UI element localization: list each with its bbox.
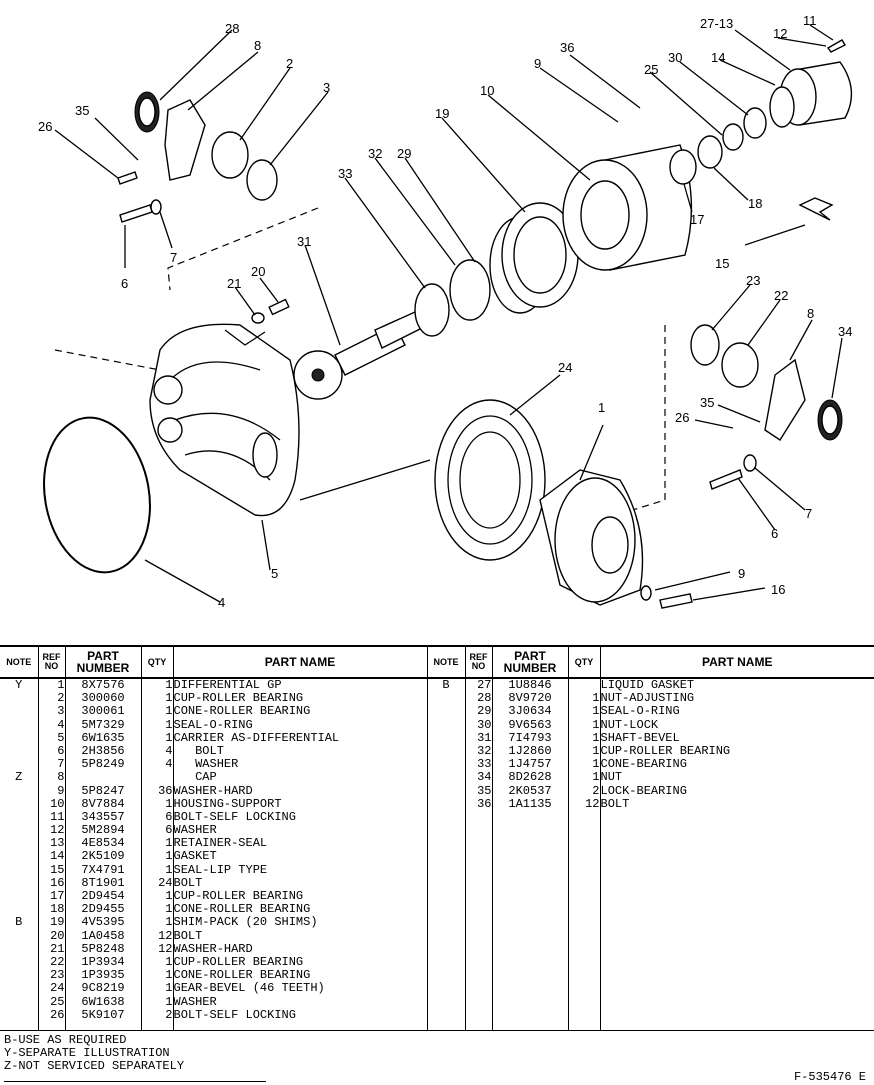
table-cell-part: 5K9107: [81, 1007, 125, 1022]
carrier-5: [150, 324, 299, 515]
figure-reference: F-535476 E: [793, 1070, 866, 1084]
table-cell-part: 2H3856: [81, 743, 125, 758]
table-cell-ref: 30: [477, 717, 492, 732]
callout-2: 2: [286, 56, 294, 71]
table-cell-name: CUP-ROLLER BEARING: [600, 743, 731, 758]
callout-7-right: 7: [805, 506, 813, 521]
table-cell-name: BOLT: [173, 875, 203, 890]
table-cell-name: CUP-ROLLER BEARING: [173, 954, 304, 969]
table-cell-note: Y: [15, 678, 23, 692]
table-cell-name: GASKET: [173, 849, 217, 864]
table-cell-ref: 27: [477, 678, 492, 692]
table-cell-qty: 1: [165, 796, 173, 811]
table-cell-ref: 7: [57, 757, 65, 772]
table-cell-part: 343557: [81, 809, 125, 824]
notes-legend: [4, 1034, 304, 1073]
table-cell-part: 3J0634: [508, 704, 552, 719]
table-cell-part: 5M2894: [81, 823, 125, 838]
table-cell-name: SHIM-PACK (20 SHIMS): [173, 915, 318, 930]
washer-7-right: [744, 455, 756, 471]
callout-19: 19: [435, 106, 450, 121]
table-cell-ref: 29: [477, 704, 492, 719]
table-cell-part: 7X4791: [81, 862, 125, 877]
table-cell-part: 1J2860: [508, 743, 552, 758]
legend-y: Y-SEPARATE ILLUSTRATION: [4, 1046, 170, 1060]
table-cell-name: CAP: [173, 770, 217, 785]
table-cell-name: CUP-ROLLER BEARING: [173, 889, 304, 903]
table-cell-name: LOCK-BEARING: [600, 783, 687, 798]
table-cell-note: [0, 996, 38, 1009]
table-cell-qty: 1: [592, 743, 600, 758]
table-cell-ref: 32: [477, 743, 492, 758]
table-cell-name: GEAR-BEVEL (46 TEETH): [173, 981, 325, 996]
header-part-name: PART NAME: [173, 646, 427, 678]
table-cell-name: WASHER: [173, 994, 217, 1009]
legend-z: Z-NOT SERVICED SEPARATELY: [4, 1059, 185, 1073]
table-cell-part: 300061: [81, 704, 125, 719]
table-cell-part: 1J4757: [508, 757, 552, 772]
header-part-number-right: PART NUMBER: [492, 646, 568, 678]
table-cell-name: BOLT: [173, 928, 203, 943]
left-part-number-column: [65, 678, 141, 1031]
table-cell-name: CUP-ROLLER BEARING: [173, 691, 304, 706]
table-cell-ref: 5: [57, 730, 65, 745]
cup-roller-bearing-32: [450, 260, 490, 320]
cone-roller-bearing-23: [691, 325, 719, 365]
table-cell-part: 5P8249: [81, 757, 125, 772]
bevel-gear-24: [435, 400, 545, 560]
table-cell-ref: 16: [50, 875, 65, 890]
table-cell-part: 1U8846: [508, 678, 552, 692]
cup-roller-bearing-22: [722, 343, 758, 387]
table-cell-note: [0, 864, 38, 877]
table-cell-part: 9C8219: [81, 981, 125, 996]
table-cell-part: 2D9455: [81, 902, 125, 917]
callout-30: 30: [668, 50, 683, 65]
table-cell-name: HOUSING-SUPPORT: [173, 796, 282, 811]
bolt-26: [118, 172, 137, 184]
table-cell-part: 8V7884: [81, 796, 125, 811]
callout-26-right: 26: [675, 410, 690, 425]
table-cell-part: 1A1135: [508, 796, 552, 811]
table-cell-name: SHAFT-BEVEL: [600, 730, 680, 745]
table-cell-ref: 2: [57, 691, 65, 706]
cup-roller-bearing-2: [212, 132, 248, 178]
table-cell-name: BOLT: [600, 796, 630, 811]
table-cell-ref: 18: [50, 902, 65, 917]
table-cell-ref: 33: [477, 757, 492, 772]
table-cell-ref: 35: [477, 783, 492, 798]
table-cell-part: 8D2628: [508, 770, 552, 785]
callout-5: 5: [271, 566, 279, 581]
callout-32: 32: [368, 146, 383, 161]
table-cell-part: 1A0458: [81, 928, 125, 943]
table-cell-qty: 1: [165, 678, 173, 692]
table-cell-qty: [142, 771, 173, 784]
table-cell-qty: 1: [165, 915, 173, 930]
table-cell-note: [428, 798, 465, 811]
table-cell-note: [0, 982, 38, 995]
table-cell-qty: 2: [592, 783, 600, 798]
table-cell-part: 6W1638: [81, 994, 125, 1009]
table-cell-part: 8V9720: [508, 691, 552, 706]
table-cell-qty: 4: [165, 743, 173, 758]
callout-7: 7: [170, 250, 178, 265]
callout-11: 11: [803, 13, 817, 28]
table-cell-name: SEAL-O-RING: [600, 704, 680, 719]
header-note: NOTE: [0, 646, 38, 678]
table-cell-ref: 25: [50, 994, 65, 1009]
table-cell-part: 7I4793: [508, 730, 552, 745]
table-cell-part: 9V6563: [508, 717, 552, 732]
legend-b: B-USE AS REQUIRED: [4, 1033, 127, 1047]
table-cell-note: [0, 732, 38, 745]
left-qty-column: [141, 678, 173, 1031]
table-cell-note: [0, 850, 38, 863]
callout-4: 4: [218, 595, 226, 610]
table-cell-qty: 1: [165, 889, 173, 903]
bolt-16: [660, 594, 692, 608]
washer-7: [151, 200, 161, 214]
callout-17: 17: [690, 212, 705, 227]
table-cell-note: B: [442, 678, 450, 692]
table-cell-name: BOLT-SELF LOCKING: [173, 1007, 296, 1022]
table-cell-qty: 1: [165, 730, 173, 745]
table-cell-qty: 12: [158, 941, 173, 956]
table-cell-qty: 1: [165, 968, 173, 983]
table-cell-qty: 1: [165, 849, 173, 864]
table-cell-ref: 15: [50, 862, 65, 877]
o-ring-seal-4: [32, 409, 162, 581]
bolt-11: [828, 40, 845, 52]
table-cell-part: 6W1635: [81, 730, 125, 745]
cap-8: [165, 100, 205, 180]
callout-23: 23: [746, 273, 761, 288]
table-cell-name: NUT-ADJUSTING: [600, 691, 695, 706]
table-cell-note: [0, 785, 38, 798]
callout-6-right: 6: [771, 526, 779, 541]
callout-27-13: 27-13: [700, 16, 734, 31]
callout-14: 14: [711, 50, 726, 65]
callout-18: 18: [748, 196, 763, 211]
callout-34: 34: [838, 324, 853, 339]
table-cell-ref: 36: [477, 796, 492, 811]
cap-8-right: [765, 360, 805, 440]
table-cell-qty: 24: [158, 875, 173, 890]
table-cell-part: 5P8247: [81, 783, 125, 798]
table-cell-note: Z: [15, 770, 23, 785]
table-cell-note: [0, 719, 38, 732]
callout-20: 20: [251, 264, 266, 279]
table-cell-name: CARRIER AS-DIFFERENTIAL: [173, 730, 340, 745]
header-ref-no-right: REF NO: [465, 646, 492, 678]
callout-10: 10: [480, 83, 495, 98]
table-cell-ref: 14: [50, 849, 65, 864]
table-cell-qty: 1: [165, 994, 173, 1009]
table-cell-ref: 17: [50, 889, 65, 903]
callout-26: 26: [38, 119, 53, 134]
bolt-20: [269, 300, 289, 315]
bolt-6: [120, 205, 152, 222]
right-part-name-column: [600, 678, 874, 1031]
header-part-name-right: PART NAME: [600, 646, 874, 678]
table-cell-name: CONE-BEARING: [600, 757, 687, 772]
header-qty: QTY: [141, 646, 173, 678]
table-cell-note: [0, 798, 38, 811]
callout-15: 15: [715, 256, 730, 271]
left-ref-column: [38, 678, 65, 1031]
table-cell-ref: 19: [50, 915, 65, 930]
table-cell-part: 5M7329: [81, 717, 125, 732]
header-part-number: PART NUMBER: [65, 646, 141, 678]
left-part-name-column: [173, 678, 427, 1031]
table-cell-ref: 1: [57, 678, 65, 692]
table-cell-ref: 24: [50, 981, 65, 996]
table-cell-part: 1P3934: [81, 954, 125, 969]
table-cell-qty: 1: [165, 981, 173, 996]
callout-25: 25: [644, 62, 659, 77]
table-cell-note: [0, 705, 38, 718]
table-cell-part: 4E8534: [81, 836, 125, 851]
table-cell-part: [66, 771, 141, 784]
right-part-number-column: [492, 678, 568, 1031]
assembly-guide-line: [55, 350, 160, 370]
table-cell-qty: 6: [165, 809, 173, 824]
table-cell-note: [428, 705, 465, 718]
table-cell-note: [428, 732, 465, 745]
callout-3: 3: [323, 80, 331, 95]
table-cell-part: 5P8248: [81, 941, 125, 956]
right-qty-column: [568, 678, 600, 1031]
table-cell-ref: 28: [477, 691, 492, 706]
table-cell-name: CONE-ROLLER BEARING: [173, 902, 311, 917]
cup-roller-bearing-17: [670, 150, 696, 184]
table-cell-qty: 2: [165, 1007, 173, 1022]
table-cell-note: [428, 771, 465, 784]
table-cell-note: B: [15, 915, 23, 930]
callout-29: 29: [397, 146, 412, 161]
table-cell-qty: 1: [592, 704, 600, 719]
table-cell-ref: 34: [477, 770, 492, 785]
table-cell-note: [428, 719, 465, 732]
table-cell-part: 300060: [81, 691, 125, 706]
table-cell-qty: 1: [165, 954, 173, 969]
table-cell-name: BOLT: [173, 743, 224, 758]
table-cell-name: WASHER: [173, 757, 239, 772]
callout-33: 33: [338, 166, 353, 181]
table-cell-name: LIQUID GASKET: [600, 678, 695, 692]
table-cell-ref: 23: [50, 968, 65, 983]
callout-28: 28: [225, 21, 240, 36]
callout-16: 16: [771, 582, 786, 597]
table-cell-ref: 12: [50, 823, 65, 838]
table-cell-note: [0, 943, 38, 956]
differential-group-1: [540, 470, 643, 605]
table-cell-qty: 1: [592, 730, 600, 745]
cone-bearing-33: [415, 284, 449, 336]
table-cell-part: 8T1901: [81, 875, 125, 890]
table-cell-part: 1P3935: [81, 968, 125, 983]
table-cell-qty: 1: [165, 862, 173, 877]
table-cell-ref: 10: [50, 796, 65, 811]
table-cell-ref: 13: [50, 836, 65, 851]
table-cell-qty: 1: [592, 770, 600, 785]
washer-25: [723, 124, 743, 150]
table-cell-name: WASHER-HARD: [173, 941, 253, 956]
table-cell-name: SEAL-LIP TYPE: [173, 862, 268, 877]
table-cell-part: 2D9454: [81, 889, 125, 903]
table-cell-name: DIFFERENTIAL GP: [173, 678, 282, 692]
table-cell-note: [428, 785, 465, 798]
legend-underline: [4, 1081, 266, 1082]
callout-21: 21: [227, 276, 242, 291]
table-cell-qty: 1: [165, 717, 173, 732]
callout-9: 9: [534, 56, 542, 71]
washer-21: [252, 313, 264, 323]
table-cell-qty: 1: [592, 757, 600, 772]
table-cell-qty: 36: [158, 783, 173, 798]
table-cell-part: 2K5109: [81, 849, 125, 864]
table-cell-name: RETAINER-SEAL: [173, 836, 268, 851]
table-cell-name: CONE-ROLLER BEARING: [173, 704, 311, 719]
gasket-14: [770, 87, 794, 127]
header-qty-right: QTY: [568, 646, 600, 678]
table-cell-qty: 12: [158, 928, 173, 943]
callout-35: 35: [75, 103, 90, 118]
callout-31: 31: [297, 234, 312, 249]
nut-lock-30: [744, 108, 766, 138]
cone-roller-bearing-3: [247, 160, 277, 200]
table-cell-name: NUT-LOCK: [600, 717, 659, 732]
right-note-column: [427, 678, 465, 1031]
left-note-column: [0, 678, 38, 1031]
table-cell-name: WASHER: [173, 823, 217, 838]
table-cell-qty: 1: [165, 836, 173, 851]
table-cell-ref: 26: [50, 1007, 65, 1022]
seal-lip-type-15: [800, 198, 832, 220]
table-cell-qty: 1: [165, 704, 173, 719]
assembly-guide-line: [168, 208, 318, 290]
table-cell-part: 2K0537: [508, 783, 552, 798]
table-cell-name: CONE-ROLLER BEARING: [173, 968, 311, 983]
table-cell-qty: 1: [165, 691, 173, 706]
table-cell-part: 4V5395: [81, 915, 125, 930]
table-cell-qty: 12: [585, 796, 600, 811]
table-cell-ref: 3: [57, 704, 65, 719]
callout-1: 1: [598, 400, 606, 415]
table-cell-ref: 4: [57, 717, 65, 732]
callout-8: 8: [254, 38, 262, 53]
callout-35-right: 35: [700, 395, 715, 410]
table-cell-part: 8X7576: [81, 678, 125, 692]
table-cell-ref: 22: [50, 954, 65, 969]
callout-6: 6: [121, 276, 129, 291]
callout-24: 24: [558, 360, 573, 375]
parts-list-table: [0, 645, 874, 1031]
table-cell-ref: 11: [50, 809, 65, 824]
table-cell-qty: 6: [165, 823, 173, 838]
header-ref-no: REF NO: [38, 646, 65, 678]
bevel-shaft-31: [294, 312, 422, 399]
table-cell-qty: 1: [592, 691, 600, 706]
table-cell-note: [0, 1009, 38, 1022]
table-cell-name: SEAL-O-RING: [173, 717, 253, 732]
table-cell-ref: 21: [50, 941, 65, 956]
callout-9-right: 9: [738, 566, 746, 581]
table-cell-name: WASHER-HARD: [173, 783, 253, 798]
callout-12: 12: [773, 26, 788, 41]
bolt-6-right: [710, 470, 742, 489]
table-cell-ref: 9: [57, 783, 65, 798]
table-cell-qty: 1: [165, 902, 173, 917]
table-cell-ref: 31: [477, 730, 492, 745]
table-cell-name: BOLT-SELF LOCKING: [173, 809, 296, 824]
table-cell-ref: 8: [57, 770, 65, 785]
table-cell-ref: 20: [50, 928, 65, 943]
washer-9: [641, 586, 651, 600]
table-cell-name: NUT: [600, 770, 623, 785]
callout-8-right: 8: [807, 306, 815, 321]
header-note-right: NOTE: [427, 646, 465, 678]
callout-36: 36: [560, 40, 575, 55]
cone-roller-bearing-18: [698, 136, 722, 168]
assembly-guide-line: [300, 460, 430, 500]
right-ref-column: [465, 678, 492, 1031]
callout-22: 22: [774, 288, 789, 303]
table-cell-note: [0, 930, 38, 943]
table-cell-ref: 6: [57, 743, 65, 758]
table-cell-qty: 1: [592, 717, 600, 732]
table-cell-qty: 4: [165, 757, 173, 772]
